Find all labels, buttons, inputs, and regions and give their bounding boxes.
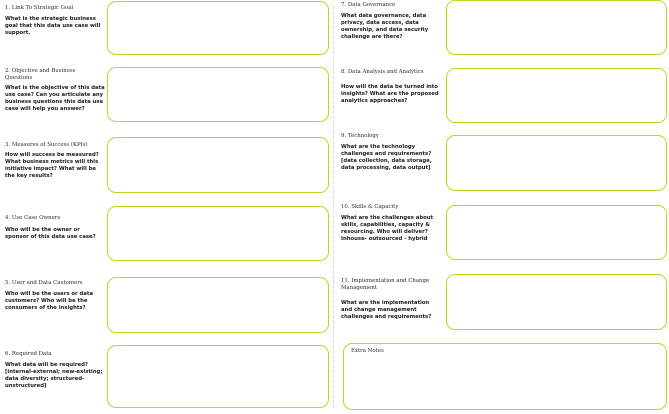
section-question: Who will be the users or data customers? Who will be the consumers of the insights? (5, 291, 93, 311)
answer-box-technology[interactable] (446, 135, 667, 191)
section-label: 10. Skills & Capacity (341, 204, 399, 210)
column-divider (333, 6, 334, 408)
section-technology (336, 133, 669, 201)
section-question: What data will be required? [internal-external; new-existing; data diversity; structured-unstructured] (5, 362, 103, 389)
section-label: 1. Link To Strategic Goal (5, 5, 74, 11)
section-question: What are the implementation and change management challenges and requirements? (341, 300, 432, 320)
answer-box-strategic-goal[interactable] (107, 1, 329, 55)
answer-box-skills-capacity[interactable] (446, 205, 667, 260)
answer-box-implementation[interactable] (446, 274, 667, 330)
section-kpis (0, 136, 332, 204)
answer-box-objective[interactable] (107, 67, 329, 122)
answer-box-data-governance[interactable] (446, 0, 667, 55)
section-label: 5. User and Data Customers (5, 280, 83, 286)
section-implementation (336, 272, 669, 340)
section-label: 2. Objective and Business Questions (5, 68, 76, 81)
section-question: What data governance, data privacy, data access, data ownership, and data security challenge are there? (341, 13, 429, 40)
section-question: What is the strategic business goal that this data use case will support. (5, 16, 101, 36)
section-label: 8. Data Analysis and Analytics (341, 69, 424, 75)
section-required-data (0, 344, 332, 414)
section-strategic-goal (0, 0, 332, 68)
section-question: What is the objective of this data use case? Can you articulate any business questions this data use case will help you answer? (5, 85, 105, 112)
section-users (0, 275, 332, 343)
section-label: 7. Data Governance (341, 2, 396, 8)
section-data-governance (336, 0, 669, 68)
section-question: What are the challenges about skills, capabilities, capacity & resourcing. Who will deliver? Inhouse- outsourced - hybrid (341, 215, 434, 242)
section-skills-capacity (336, 202, 669, 270)
section-question: How will the data be turned into insights? What are the proposed analytics approaches? (341, 84, 439, 104)
section-label: 11. Implementation and Change Management (341, 278, 430, 291)
section-label: 6. Required Data (5, 351, 52, 357)
answer-box-kpis[interactable] (107, 137, 329, 193)
section-data-analysis (336, 66, 669, 134)
extra-notes-label: Extra Notes (351, 348, 384, 354)
section-use-case-owners (0, 205, 332, 273)
section-question: How will success be measured? What business metrics will this initiative impact? What will be the key results? (5, 152, 99, 179)
section-label: 3. Measures of Success (KPIs) (5, 142, 88, 148)
section-question: Who will be the owner or sponsor of this data use case? (5, 227, 96, 240)
section-label: 9. Technology (341, 133, 379, 139)
section-question: What are the technology challenges and requirements? [data collection, data storage, data processing, data output] (341, 144, 432, 171)
answer-box-data-analysis[interactable] (446, 68, 667, 123)
answer-box-users[interactable] (107, 277, 329, 333)
answer-box-use-case-owners[interactable] (107, 206, 329, 261)
answer-box-required-data[interactable] (107, 345, 329, 408)
extra-notes-box[interactable] (343, 343, 667, 410)
section-objective (0, 66, 332, 134)
section-label: 4. Use Case Owners (5, 215, 61, 221)
